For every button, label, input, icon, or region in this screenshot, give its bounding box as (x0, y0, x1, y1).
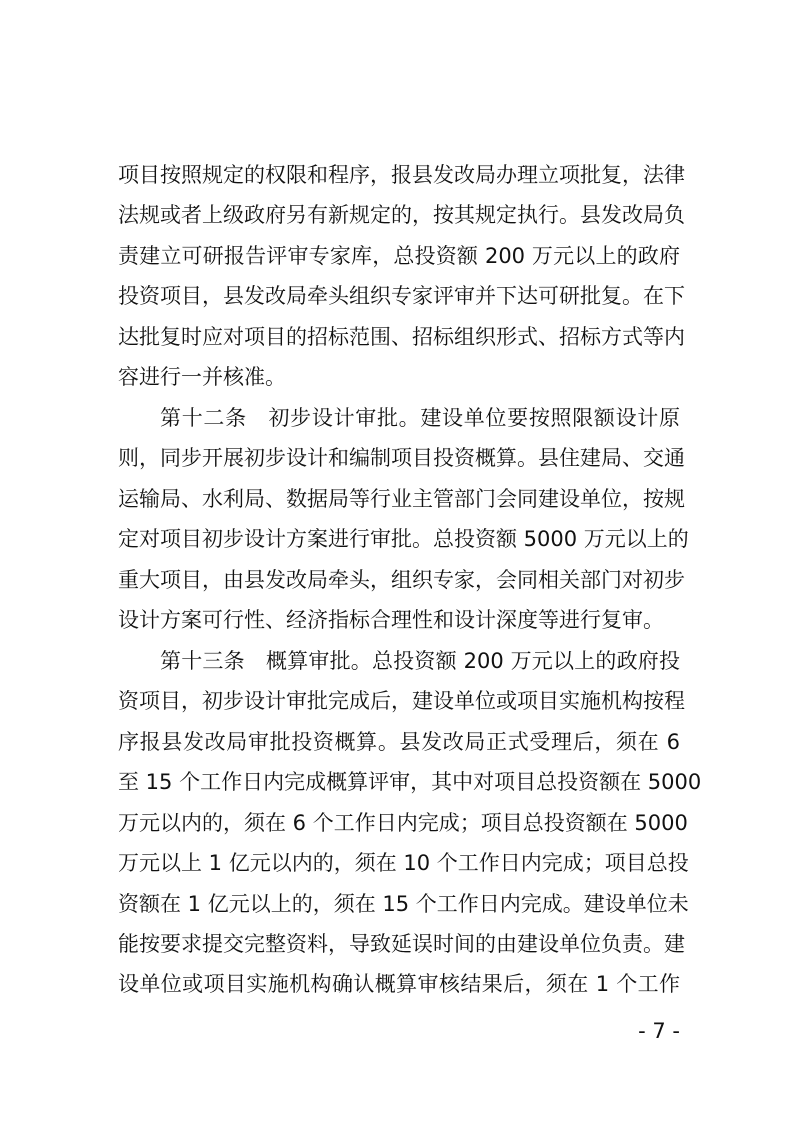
text-line: 定对项目初步设计方案进行审批。总投资额 5000 万元以上的 (118, 527, 689, 551)
text-line: 序报县发改局审批投资概算。县发改局正式受理后，须在 6 (118, 730, 680, 754)
text-line: 则，同步开展初步设计和编制项目投资概算。县住建局、交通 (118, 446, 685, 470)
text-line: 设计方案可行性、经济指标合理性和设计深度等进行复审。 (118, 608, 664, 632)
article-12-heading-line: 第十二条 初步设计审批。建设单位要按照限额设计原 (160, 406, 680, 430)
text-line: 责建立可研报告评审专家库，总投资额 200 万元以上的政府 (118, 244, 680, 268)
text-line: 项目按照规定的权限和程序，报县发改局办理立项批复，法律 (118, 163, 685, 187)
text-line: 重大项目，由县发改局牵头，组织专家，会同相关部门对初步 (118, 568, 685, 592)
text-line: 投资项目，县发改局牵头组织专家评审并下达可研批复。在下 (118, 284, 685, 308)
text-line: 万元以上 1 亿元以内的，须在 10 个工作日内完成；项目总投 (118, 851, 689, 875)
text-line: 运输局、水利局、数据局等行业主管部门会同建设单位，按规 (118, 487, 685, 511)
page-number: - 7 - (638, 1019, 680, 1043)
text-line: 能按要求提交完整资料，导致延误时间的由建设单位负责。建 (118, 932, 685, 956)
text-line: 容进行一并核准。 (118, 365, 286, 389)
text-line: 达批复时应对项目的招标范围、招标组织形式、招标方式等内 (118, 325, 685, 349)
text-line: 资项目，初步设计审批完成后，建设单位或项目实施机构按程 (118, 689, 685, 713)
text-line: 资额在 1 亿元以上的，须在 15 个工作日内完成。建设单位未 (118, 892, 689, 916)
text-line: 设单位或项目实施机构确认概算审核结果后，须在 1 个工作 (118, 972, 680, 996)
text-line: 万元以内的，须在 6 个工作日内完成；项目总投资额在 5000 (118, 811, 688, 835)
text-line: 至 15 个工作日内完成概算评审，其中对项目总投资额在 5000 (118, 770, 702, 794)
article-13-heading-line: 第十三条 概算审批。总投资额 200 万元以上的政府投 (160, 649, 680, 673)
text-line: 法规或者上级政府另有新规定的，按其规定执行。县发改局负 (118, 203, 685, 227)
